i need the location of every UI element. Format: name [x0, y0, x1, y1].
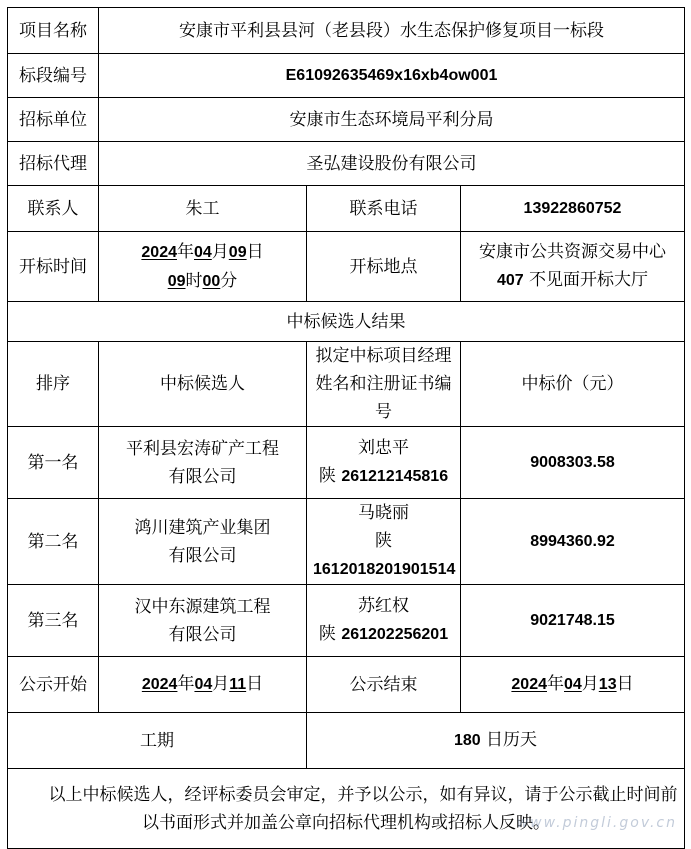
row-price: 9008303.58: [530, 454, 615, 471]
table-row: [8, 427, 685, 499]
agent-label: 招标代理: [8, 142, 99, 186]
header-rank: 排序: [8, 342, 99, 427]
agent-value: 圣弘建设股份有限公司: [99, 142, 685, 186]
publicity-start-label: 公示开始: [8, 657, 99, 713]
tenderer-row: [8, 98, 685, 142]
opening-hour: 09: [167, 272, 186, 290]
opening-year: 2024: [141, 243, 177, 261]
row-rank: 第一名: [8, 427, 99, 499]
opening-time: 2024年04月09日 09时00分: [99, 232, 307, 302]
tenderer-value: 安康市生态环境局平利分局: [99, 98, 685, 142]
site-watermark: www.pingli.gov.cn: [516, 815, 677, 831]
row-company: 汉中东源建筑工程 有限公司: [99, 585, 307, 657]
agent-row: [8, 142, 685, 186]
section-row: [8, 54, 685, 98]
publicity-end-label: 公示结束: [307, 657, 461, 713]
header-candidate: 中标候选人: [99, 342, 307, 427]
duration-label: 工期: [8, 713, 307, 769]
row-rank: 第二名: [8, 499, 99, 585]
opening-minute: 00: [202, 272, 221, 290]
opening-month: 04: [194, 243, 212, 261]
publicity-start-date: 2024年04月11日: [99, 657, 307, 713]
contact-row: [8, 186, 685, 232]
contact-label: 联系人: [8, 186, 99, 232]
section-label: 标段编号: [8, 54, 99, 98]
section-number: E61092635469x16xb4ow001: [285, 67, 498, 84]
row-rank: 第三名: [8, 585, 99, 657]
row-manager: 马晓丽 陕 1612018201901514: [307, 499, 461, 585]
opening-row: [8, 232, 685, 302]
notice-text: 以上中标候选人，经评标委员会审定，并予以公示，如有异议，请于公示截止时间前以书面形式并加盖公章向招标代理机构或招标人反映。: [8, 769, 685, 849]
row-manager: 苏红权 陕 261202256201: [307, 585, 461, 657]
opening-place: 安康市公共资源交易中心 407 不见面开标大厅: [461, 232, 685, 302]
duration-row: [8, 713, 685, 769]
header-manager: 拟定中标项目经理 姓名和注册证书编号: [307, 342, 461, 427]
row-price: 8994360.92: [530, 533, 615, 550]
opening-day: 09: [228, 243, 247, 261]
row-company: 平利县宏涛矿产工程 有限公司: [99, 427, 307, 499]
phone-value: 13922860752: [523, 200, 622, 217]
project-row: [8, 8, 685, 54]
table-row: [8, 585, 685, 657]
tender-result-table: [7, 7, 685, 849]
project-name: 安康市平利县县河（老县段）水生态保护修复项目一标段: [99, 8, 685, 54]
contact-value: 朱工: [99, 186, 307, 232]
table-row: [8, 499, 685, 585]
phone-label: 联系电话: [307, 186, 461, 232]
opening-label: 开标时间: [8, 232, 99, 302]
row-price: 9021748.15: [530, 612, 615, 629]
publicity-row: [8, 657, 685, 713]
results-title-row: [8, 302, 685, 342]
row-company: 鸿川建筑产业集团 有限公司: [99, 499, 307, 585]
row-manager: 刘忠平 陕 261212145816: [307, 427, 461, 499]
project-label: 项目名称: [8, 8, 99, 54]
tenderer-label: 招标单位: [8, 98, 99, 142]
header-price: 中标价（元）: [461, 342, 685, 427]
results-title: 中标候选人结果: [8, 302, 685, 342]
publicity-end-date: 2024年04月13日: [461, 657, 685, 713]
results-header-row: [8, 342, 685, 427]
duration-value: 180 日历天: [307, 713, 685, 769]
place-label: 开标地点: [307, 232, 461, 302]
